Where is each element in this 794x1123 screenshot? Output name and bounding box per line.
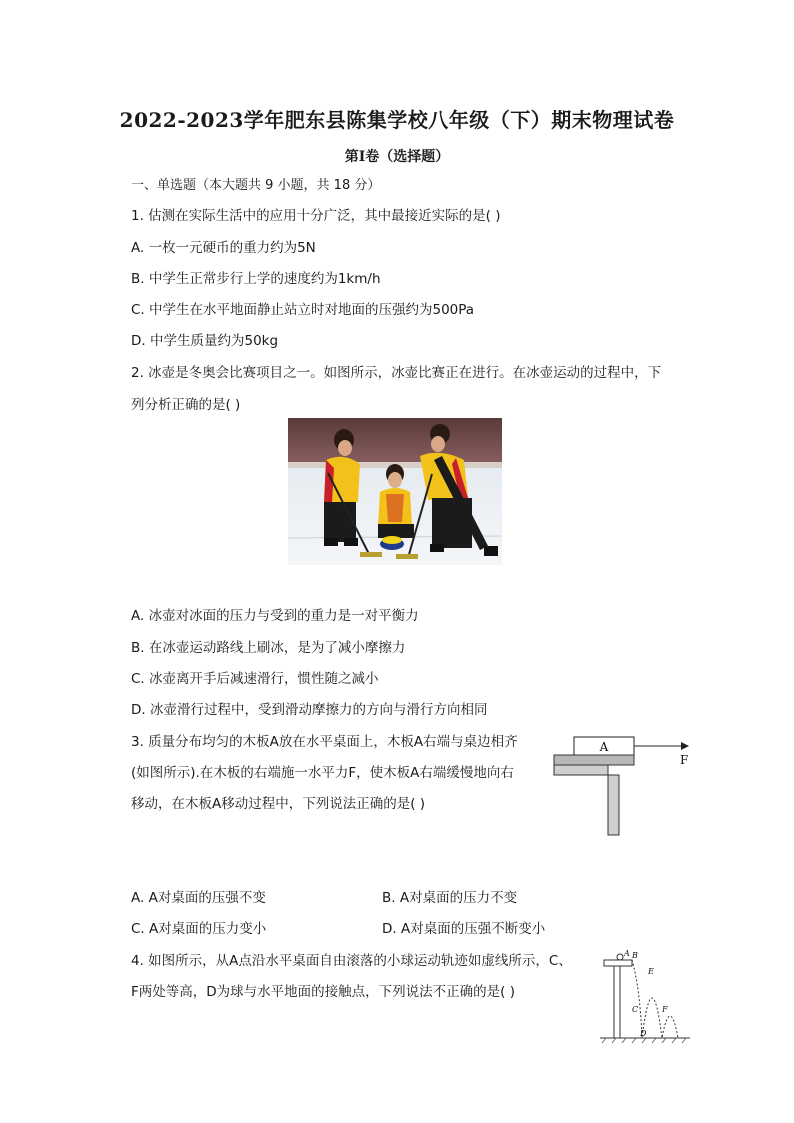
section-heading: 一、单选题（本大题共 9 小题，共 18 分） bbox=[131, 178, 381, 193]
q1-option-a: A. 一枚一元硬币的重力约为5N bbox=[131, 240, 316, 256]
exam-title: 2022-2023学年肥东县陈集学校八年级（下）期末物理试卷 bbox=[119, 108, 675, 132]
q1-option-b: B. 中学生正常步行上学的速度约为1km/h bbox=[131, 271, 381, 287]
q3-stem-line1: 3. 质量分布均匀的木板A放在水平桌面上，木板A右端与桌边相齐 bbox=[131, 734, 518, 750]
q2-option-b: B. 在冰壶运动路线上刷冰，是为了减小摩擦力 bbox=[131, 640, 406, 656]
point-b-label: B bbox=[632, 951, 638, 960]
q3-option-d: D. A对桌面的压强不断变小 bbox=[382, 921, 546, 937]
point-e-label: E bbox=[648, 967, 654, 976]
q1-option-c: C. 中学生在水平地面静止站立时对地面的压强约为500Pa bbox=[131, 302, 475, 318]
q3-stem-line2: (如图所示).在木板的右端施一水平力F，使木板A右端缓慢地向右 bbox=[131, 765, 514, 781]
board-label: A bbox=[599, 740, 609, 754]
point-c-label: C bbox=[632, 1005, 639, 1014]
q2-stem-line2: 列分析正确的是( ) bbox=[131, 397, 241, 413]
q3-option-c: C. A对桌面的压力变小 bbox=[131, 921, 267, 937]
q4-stem-line1: 4. 如图所示，从A点沿水平桌面自由滚落的小球运动轨迹如虚线所示，C、 bbox=[131, 953, 572, 969]
section-title: 第Ⅰ卷（选择题） bbox=[344, 149, 450, 165]
point-f-label: F bbox=[662, 1005, 668, 1014]
point-a-label: A bbox=[624, 949, 630, 958]
q2-option-a: A. 冰壶对冰面的压力与受到的重力是一对平衡力 bbox=[131, 608, 419, 624]
q2-option-d: D. 冰壶滑行过程中，受到滑动摩擦力的方向与滑行方向相同 bbox=[131, 702, 488, 718]
q3-option-b: B. A对桌面的压力不变 bbox=[382, 890, 518, 906]
curling-photo bbox=[288, 418, 502, 565]
force-label: F bbox=[680, 753, 689, 767]
q4-stem-line2: F两处等高，D为球与水平地面的接触点，下列说法不正确的是( ) bbox=[131, 984, 515, 1000]
q2-stem-line1: 2. 冰壶是冬奥会比赛项目之一。如图所示，冰壶比赛正在进行。在冰壶运动的过程中，下 bbox=[131, 365, 662, 381]
q3-option-a: A. A对桌面的压强不变 bbox=[131, 890, 266, 906]
q3-stem-line3: 移动，在木板A移动过程中，下列说法正确的是( ) bbox=[131, 796, 426, 812]
board-table-diagram bbox=[548, 730, 698, 840]
point-d-label: D bbox=[640, 1029, 647, 1038]
ball-trajectory-diagram bbox=[596, 948, 694, 1044]
q2-option-c: C. 冰壶离开手后减速滑行，惯性随之减小 bbox=[131, 671, 379, 687]
q1-option-d: D. 中学生质量约为50kg bbox=[131, 333, 279, 349]
q1-stem: 1. 估测在实际生活中的应用十分广泛，其中最接近实际的是( ) bbox=[131, 208, 501, 224]
